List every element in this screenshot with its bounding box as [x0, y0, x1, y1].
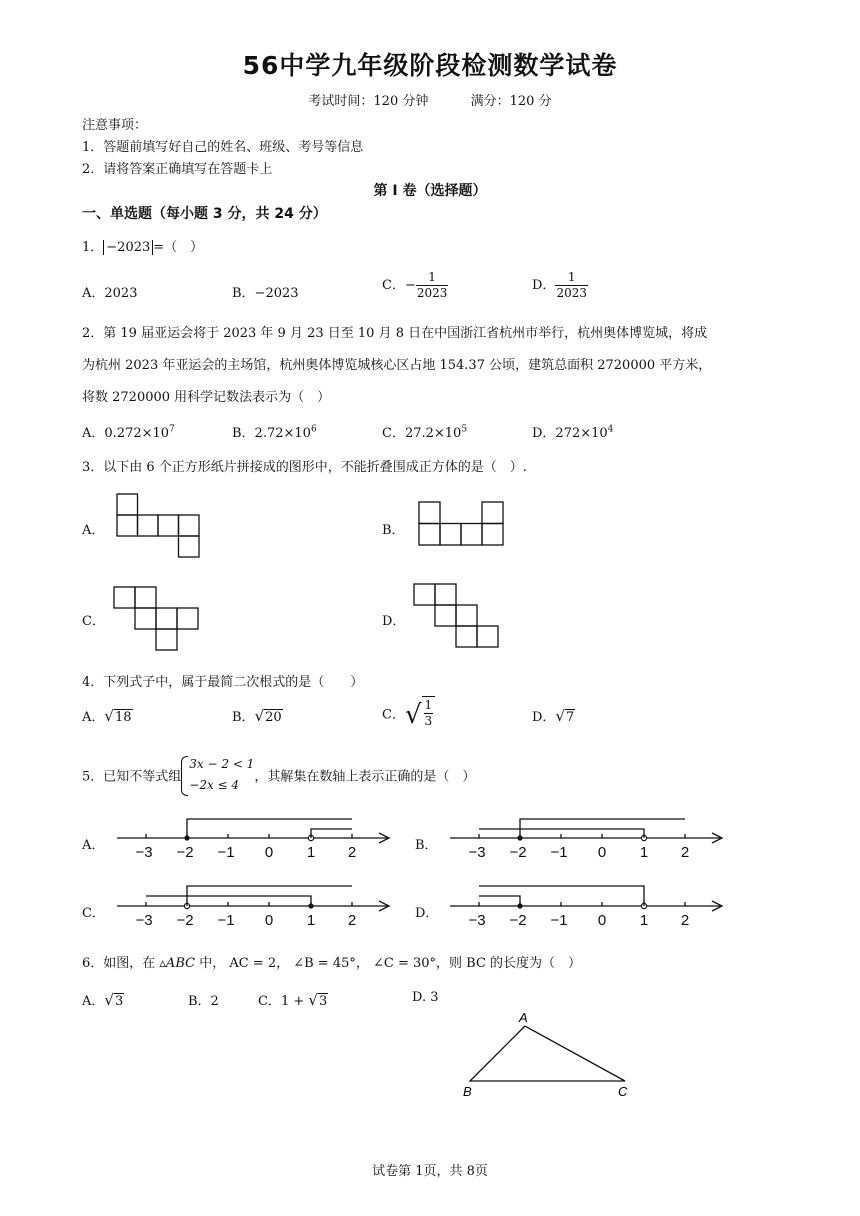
- page-footer: 试卷第 1页，共 8页: [372, 1164, 488, 1179]
- q3-net-b: [418, 501, 505, 547]
- q1-option-b: B．−2023: [232, 286, 299, 301]
- number-line-c: [115, 880, 395, 930]
- notice-heading: 注意事项：: [82, 118, 148, 133]
- tick-label: 0: [597, 912, 607, 929]
- q5-option-c: C．: [82, 906, 105, 921]
- q5-option-a: A．: [82, 838, 105, 853]
- q3-net-d: [413, 583, 499, 650]
- question-2-line: 将数 2720000 用科学记数法表示为（ ）: [82, 390, 331, 405]
- number-line-d: [448, 880, 728, 930]
- q5-option-d: D．: [415, 906, 439, 921]
- q2-option-c: C．$27.2\times 10^5$: [382, 424, 468, 441]
- vertex-label-a: A: [519, 1010, 528, 1025]
- notice-item: 2．请将答案正确填写在答题卡上: [82, 162, 273, 177]
- tick-label: 1: [639, 844, 649, 861]
- tick-label: −2: [509, 912, 527, 929]
- question-5: 5．已知不等式组 3x − 2 < 1 −2x ≤ 4 ，其解集在数轴上表示正确的是（ ）: [82, 754, 475, 796]
- tick-label: −3: [135, 844, 153, 861]
- q6-option-c: C．1 + √ 3: [258, 991, 328, 1009]
- q2-option-d: D．$272\times 10^4$: [532, 424, 614, 441]
- tick-label: 2: [680, 844, 690, 861]
- triangle-abc-figure: [455, 1008, 645, 1103]
- vertex-label-b: B: [463, 1084, 472, 1099]
- question-4: 4．下列式子中，属于最简二次根式的是（ ）: [82, 675, 364, 690]
- tick-label: 1: [306, 912, 316, 929]
- q4-option-a: A． √ 18: [82, 707, 132, 725]
- number-line-b: [448, 812, 728, 862]
- q1-option-c: C．− $\frac{1}{2023}$: [382, 270, 448, 300]
- tick-label: −2: [176, 912, 194, 929]
- tick-label: −1: [550, 912, 568, 929]
- q1-option-a: A．2023: [82, 286, 138, 301]
- page-title: 56中学九年级阶段检测数学试卷: [242, 51, 618, 80]
- tick-label: 0: [264, 844, 274, 861]
- tick-label: −1: [217, 844, 235, 861]
- tick-label: −3: [135, 912, 153, 929]
- exam-time: 考试时间：120 分钟: [308, 94, 429, 109]
- q4-option-c: C． √ $\frac{1}{3}$: [382, 696, 435, 730]
- question-2-line: 为杭州 2023 年亚运会的主场馆，杭州奥体博览城核心区占地 154.37 公顷，建筑总面积 2720000 平方米，: [82, 358, 712, 373]
- tick-label: −3: [468, 844, 486, 861]
- tick-label: −1: [550, 844, 568, 861]
- q2-option-a: A．$0.272\times 10^7$: [82, 424, 175, 441]
- q3-net-a: [116, 493, 201, 559]
- q2-option-b: B．$2.72\times 10^6$: [232, 424, 317, 441]
- q3-option-d: D．: [382, 614, 406, 629]
- question-1: 1． −2023 =（ ）: [82, 240, 204, 255]
- exam-info: [0, 90, 860, 109]
- notice-item: 1．答题前填写好自己的姓名、班级、考号等信息: [82, 140, 364, 155]
- q6-option-d: D. 3: [412, 990, 439, 1005]
- q5-option-b: B．: [415, 838, 438, 853]
- q1-option-d: D． $\frac{1}{2023}$: [532, 270, 587, 300]
- part-one-heading: 一、单选题（每小题 3 分，共 24 分）: [82, 206, 327, 222]
- q6-option-a: A． √ 3: [82, 991, 124, 1009]
- exam-score: 满分：120 分: [470, 94, 552, 109]
- inequality-system: 3x − 2 < 1 −2x ≤ 4: [181, 754, 254, 796]
- tick-label: 1: [639, 912, 649, 929]
- q6-option-b: B．2: [188, 994, 219, 1009]
- q3-option-b: B．: [382, 523, 405, 538]
- tick-label: 0: [264, 912, 274, 929]
- q3-option-c: C．: [82, 614, 105, 629]
- tick-label: 1: [306, 844, 316, 861]
- question-2-line: 2．第 19 届亚运会将于 2023 年 9 月 23 日至 10 月 8 日在中国浙江省杭州市举行，杭州奥体博览城，将成: [82, 326, 708, 341]
- tick-label: −2: [176, 844, 194, 861]
- question-6: 6．如图，在 ▵ABC 中， AC = 2， ∠B = 45°， ∠C = 30°，则 BC 的长度为（ ）: [82, 956, 582, 971]
- q3-net-c: [113, 586, 199, 652]
- tick-label: 0: [597, 844, 607, 861]
- tick-label: 2: [347, 844, 357, 861]
- number-line-a: [115, 812, 395, 862]
- absolute-value: −2023: [103, 240, 153, 255]
- tick-label: −1: [217, 912, 235, 929]
- vertex-label-c: C: [618, 1084, 628, 1099]
- tick-label: 2: [347, 912, 357, 929]
- q3-option-a: A．: [82, 523, 105, 538]
- tick-label: 2: [680, 912, 690, 929]
- q4-option-d: D． √ 7: [532, 707, 575, 725]
- tick-label: −2: [509, 844, 527, 861]
- section-title: 第 I 卷（选择题）: [373, 183, 487, 199]
- q4-option-b: B． √ 20: [232, 707, 282, 725]
- question-3: 3．以下由 6 个正方形纸片拼接成的图形中，不能折叠围成正方体的是（ ）.: [82, 460, 527, 475]
- tick-label: −3: [468, 912, 486, 929]
